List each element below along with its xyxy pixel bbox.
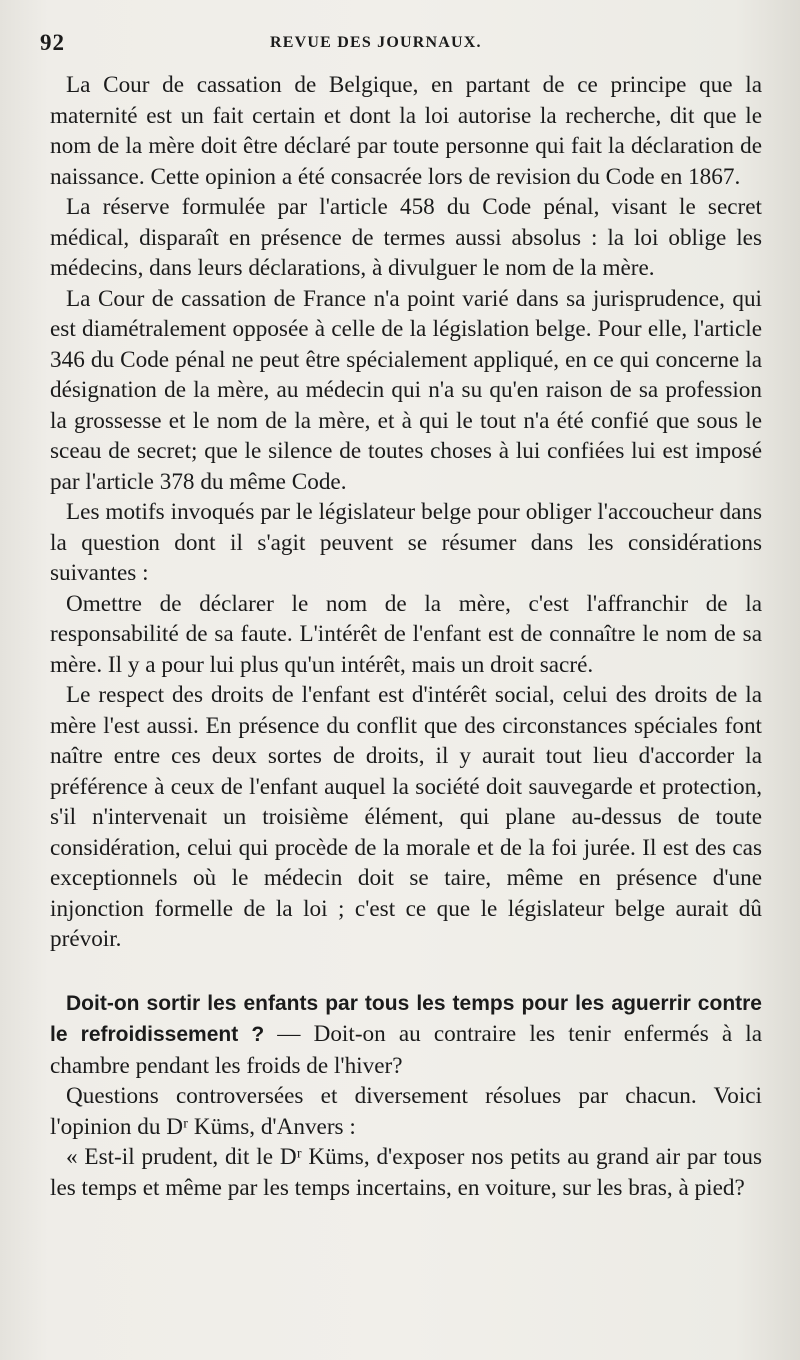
paragraph-controversy: Questions controversées et diversement résolues par chacun. Voici l'opinion du Dʳ Küms, d'Anvers : (50, 1083, 762, 1140)
paragraph-penal-code-458: La réserve formulée par l'article 458 du Code pénal, visant le secret médical, disparaît en présence de termes aussi absolus : la loi oblige les médecins, dans leurs déclarations, à divulguer le nom de la mère. (50, 194, 762, 281)
paragraph-belgian-court: La Cour de cassation de Belgique, en partant de ce principe que la maternité est un fait certain et dont la loi autorise la recherche, dit que le nom de la mère doit être déclaré par toute personne qui fait la déclaration de naissance. Cette opinion a été consacrée lors de revision du Code en 1867. (50, 72, 762, 190)
running-head (40, 30, 740, 60)
page-number: 92 (40, 30, 65, 55)
running-title: REVUE DES JOURNAUX. (270, 34, 482, 51)
paragraph-rights-conflict: Le respect des droits de l'enfant est d'intérêt social, celui des droits de la mère l'est aussi. En présence du conflit que des circonstances spéciales font naître entre ces deux sortes de droits, il y aurait tout lieu d'accorder la préférence à ceux de l'enfant auquel la société doit sauvegarde et protection, s'il n'intervenait un troisième élément, qui plane au-dessus de toute considération, celui qui procède de la morale et de la foi jurée. Il est des cas exceptionnels où le médecin doit se taire, même en présence d'une injonction formelle de la loi ; c'est ce que le législateur belge aurait dû prévoir. (50, 682, 762, 952)
paragraph-french-court: La Cour de cassation de France n'a point varié dans sa jurisprudence, qui est diamétralement opposée à celle de la législation belge. Pour elle, l'article 346 du Code pénal ne peut être spécialement appliqué, en ce qui concerne la désignation de la mère, au médecin qui n'a su qu'en raison de sa profession la grossesse et le nom de la mère, et à qui le tout n'a été confié que sous le sceau de secret; que le silence de toutes choses à lui confiées lui est imposé par l'article 378 du même Code. (50, 285, 762, 495)
section-heading: Doit-on sortir les enfants par tous les temps pour les aguerrir contre le refroidissement ? (50, 991, 762, 1046)
section-spacer (50, 955, 762, 988)
section-question (50, 988, 762, 1082)
paragraph-mother-responsibility: Omettre de déclarer le nom de la mère, c'est l'affranchir de la responsabilité de sa faute. L'intérêt de l'enfant est de connaître le nom de sa mère. Il y a pour lui plus qu'un intérêt, mais un droit sacré. (50, 590, 762, 678)
paragraph-legislator-motives: Les motifs invoqués par le législateur belge pour obliger l'accoucheur dans la question dont il s'agit peuvent se résumer dans les considérations suivantes : (50, 499, 762, 586)
section-heading-rest: — Doit-on au contraire les tenir enfermés à la chambre pendant les froids de l'hiver? (50, 1021, 763, 1079)
body-text (50, 70, 762, 1203)
paragraph-quote-kums: « Est-il prudent, dit le Dʳ Küms, d'exposer nos petits au grand air par tous les temps et même par les temps incertains, en voiture, sur les bras, à pied? (50, 1144, 762, 1201)
